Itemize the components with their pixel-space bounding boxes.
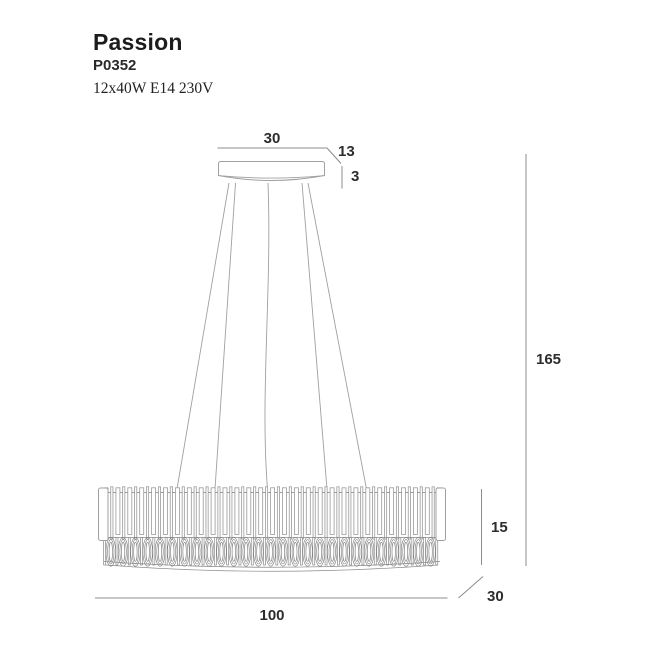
crystal-cage-ring — [281, 542, 284, 561]
crystal-cage-ring — [145, 540, 151, 564]
crystal-cage-ring — [121, 542, 124, 561]
crystal-cage-ring — [194, 540, 200, 564]
crystal-cage-ring — [343, 542, 346, 561]
crystal-band-post — [300, 538, 302, 566]
crystal-cage-ring — [429, 542, 432, 561]
crystal-cage-ring — [134, 542, 137, 561]
shade-slat — [254, 487, 256, 539]
crystal-cage-ring — [403, 540, 409, 564]
shade-slat — [187, 488, 191, 535]
crystal-cage-ring — [208, 542, 211, 561]
shade-slat — [420, 487, 422, 539]
crystal-band-post — [128, 538, 130, 566]
shade-slat — [330, 488, 334, 535]
crystal-band-post — [141, 538, 143, 566]
crystal-band-post — [116, 538, 118, 566]
crystal-cage-ring — [294, 542, 297, 561]
shade-slat — [223, 488, 227, 535]
crystal-cage-ring — [280, 540, 286, 564]
shade-slat — [366, 488, 370, 535]
suspension-wire — [302, 183, 327, 489]
crystal-cage-ring — [367, 542, 370, 561]
crystal-cage-ring — [231, 540, 237, 564]
crystal-band-post — [264, 538, 266, 566]
shade-right-cap — [436, 488, 446, 541]
shade-left-cap — [99, 488, 109, 541]
crystal-band-post — [190, 538, 192, 566]
shade-slat — [140, 488, 144, 535]
crystal-cage-ring — [255, 540, 261, 564]
shade-slat — [194, 487, 196, 539]
crystal-cage-ring — [232, 542, 235, 561]
crystal-cage-ring — [427, 540, 433, 564]
shade-slat — [413, 488, 417, 535]
shade-slat — [342, 488, 346, 535]
product-name: Passion — [93, 29, 183, 55]
crystal-band-post — [362, 538, 364, 566]
crystal-cage-ring — [378, 540, 384, 564]
shade-slat — [247, 488, 251, 535]
shade-slat — [135, 487, 137, 539]
crystal-band-post — [177, 538, 179, 566]
shade-slat — [242, 487, 244, 539]
shade-slat — [283, 488, 287, 535]
shade-slat — [111, 487, 113, 539]
shade-depth-dim-line — [459, 577, 484, 599]
crystal-band-post — [276, 538, 278, 566]
shade-slat — [294, 488, 298, 535]
shade-slat — [265, 487, 267, 539]
shade-slat — [396, 487, 398, 539]
crystal-band-post — [411, 538, 413, 566]
crystal-band-post — [202, 538, 204, 566]
overall-height-label: 165 — [536, 351, 562, 368]
shade-slat — [182, 487, 184, 539]
shade-slat — [373, 487, 375, 539]
crystal-cage-ring — [244, 542, 247, 561]
crystal-cage-ring — [146, 542, 149, 561]
crystal-cage-ring — [181, 540, 187, 564]
crystal-cage-ring — [269, 542, 272, 561]
crystal-cage-ring — [292, 540, 298, 564]
canopy-offset-label: 13 — [338, 143, 355, 160]
crystal-band-post — [436, 538, 438, 566]
shade-slat — [325, 487, 327, 539]
crystal-band-post — [399, 538, 401, 566]
crystal-cage-ring — [329, 540, 335, 564]
crystal-cage-ring — [195, 542, 198, 561]
crystal-cage-ring — [171, 542, 174, 561]
shade-height-label: 15 — [491, 519, 508, 536]
crystal-cage-ring — [132, 540, 138, 564]
power-cord — [265, 183, 269, 489]
crystal-band-post — [251, 538, 253, 566]
crystal-cage-ring — [317, 540, 323, 564]
crystal-cage-ring — [157, 540, 163, 564]
shade-slat — [146, 487, 148, 539]
canopy-height-label: 3 — [351, 168, 360, 185]
shade-slat — [390, 488, 394, 535]
crystal-band-post — [288, 538, 290, 566]
shade-crystal-band — [104, 537, 440, 571]
crystal-cage-ring — [218, 540, 224, 564]
crystal-band-post — [387, 538, 389, 566]
shade-slat — [349, 487, 351, 539]
shade-slat — [277, 487, 279, 539]
suspension-wire — [177, 183, 229, 489]
crystal-cage-ring — [206, 540, 212, 564]
shade-slat — [306, 488, 310, 535]
shade-slat — [289, 487, 291, 539]
shade-slat — [164, 488, 168, 535]
shade-slat — [123, 487, 125, 539]
shade-slat — [116, 488, 120, 535]
crystal-cage-ring — [404, 542, 407, 561]
shade-slat — [402, 488, 406, 535]
crystal-cage-ring — [354, 540, 360, 564]
crystal-band-post — [153, 538, 155, 566]
crystal-cage-ring — [304, 540, 310, 564]
shade-slat — [354, 488, 358, 535]
crystal-cage-ring — [183, 542, 186, 561]
crystal-cage-ring — [366, 540, 372, 564]
crystal-cage-ring — [257, 542, 260, 561]
crystal-band-post — [313, 538, 315, 566]
crystal-band-post — [165, 538, 167, 566]
shade-slat — [337, 487, 339, 539]
crystal-cage-ring — [415, 540, 421, 564]
crystal-cage-ring — [109, 542, 112, 561]
product-spec: 12x40W E14 230V — [93, 80, 214, 98]
shade-slat — [301, 487, 303, 539]
crystal-cage-ring — [380, 542, 383, 561]
shade-slat — [378, 488, 382, 535]
shade-slat — [230, 487, 232, 539]
crystal-cage-ring — [331, 542, 334, 561]
suspension-wire — [215, 183, 236, 489]
crystal-cage-ring — [391, 540, 397, 564]
crystal-band-post — [423, 538, 425, 566]
product-code: P0352 — [93, 57, 137, 75]
shade-slat — [206, 487, 208, 539]
shade-slat — [175, 488, 179, 535]
crystal-band-post — [239, 538, 241, 566]
crystal-cage-ring — [169, 540, 175, 564]
crystal-cage-ring — [268, 540, 274, 564]
crystal-band-post — [227, 538, 229, 566]
shade-slat — [313, 487, 315, 539]
crystal-cage-ring — [417, 542, 420, 561]
shade-width-label: 100 — [259, 607, 285, 624]
shade-slat — [235, 488, 239, 535]
shade-slat — [128, 488, 132, 535]
shade-slat — [432, 487, 434, 539]
canopy-width-label: 30 — [263, 130, 281, 147]
crystal-cage-ring — [306, 542, 309, 561]
shade-slat — [170, 487, 172, 539]
crystal-band-post — [325, 538, 327, 566]
crystal-band-post — [350, 538, 352, 566]
crystal-band-post — [374, 538, 376, 566]
canopy-drawing — [219, 162, 325, 181]
shade-slat — [218, 487, 220, 539]
shade-slat — [384, 487, 386, 539]
shade-drawing — [99, 487, 446, 571]
shade-slat — [425, 488, 429, 535]
crystal-cage-ring — [318, 542, 321, 561]
crystal-cage-ring — [341, 540, 347, 564]
suspension-wire — [308, 183, 367, 489]
crystal-cage-ring — [392, 542, 395, 561]
shade-slat-band — [104, 487, 442, 539]
crystal-cage-ring — [355, 542, 358, 561]
shade-slat — [152, 488, 156, 535]
shade-slat — [199, 488, 203, 535]
shade-slat — [271, 488, 275, 535]
shade-slat — [408, 487, 410, 539]
shade-slat — [158, 487, 160, 539]
crystal-cage-ring — [120, 540, 126, 564]
crystal-cage-ring — [243, 540, 249, 564]
shade-depth-label: 30 — [487, 588, 504, 605]
crystal-band-post — [214, 538, 216, 566]
shade-slat — [318, 488, 322, 535]
crystal-cage-ring — [158, 542, 161, 561]
crystal-cage-ring — [220, 542, 223, 561]
crystal-cage-ring — [108, 540, 114, 564]
suspension-wires — [177, 183, 367, 489]
shade-slat — [211, 488, 215, 535]
crystal-band-post — [337, 538, 339, 566]
shade-slat — [361, 487, 363, 539]
shade-slat — [259, 488, 263, 535]
crystal-band-post — [104, 538, 106, 566]
